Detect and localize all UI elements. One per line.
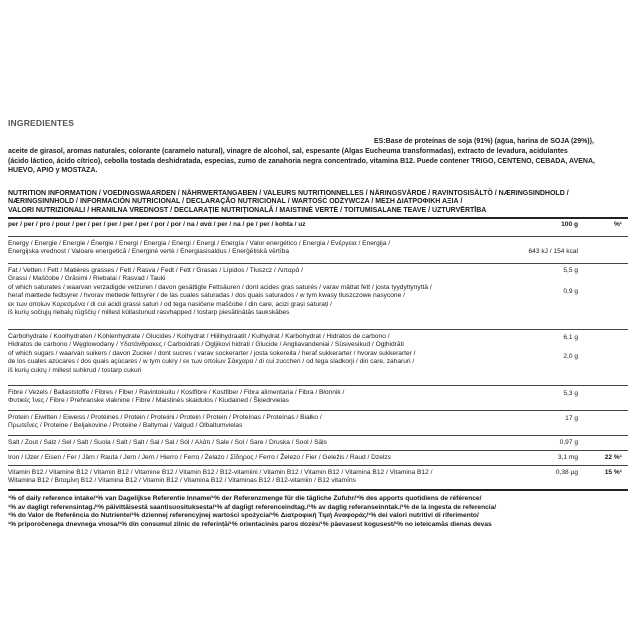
ingredients-line1b: Base de proteínas de soja (91%) (agua, harina de SOJA (29%)),	[385, 138, 594, 145]
fat-value: 5,5 g	[563, 267, 578, 274]
divider	[8, 236, 628, 237]
ingredients-line2: (ácido láctico, ácido cítrico), cebolla tostada deshidratada, especias, zumo de zanahoria negra concentrado, vitamina B12. Puede contener TRIGO, CENTENO, CEBADA, AVENA,	[8, 157, 595, 165]
carb-value: 6,1 g	[563, 334, 578, 341]
divider	[8, 450, 628, 451]
per-row-label: per / per / pro / pour / per / per / per / per / per / por / por / na / ανά / per / na / pe / per / kohta / uz	[8, 221, 306, 228]
per-row-pct: %¹	[613, 221, 622, 228]
per-row-value: 100 g	[561, 221, 578, 228]
saturates-line3: εκ των οποίων Κορεσμένα / di cui acidi grassi saturi / od tega nasičene maščobe / din care, acizi grași saturați /	[8, 300, 332, 308]
iron-value: 3,1 mg	[557, 454, 578, 461]
saturates-line1: of which saturates / waarvan verzadigde vetzuren / davon gesättigte Fettsäuren / dont acides gras saturés / varav mättat fett / josta tyydyttynyttä /	[8, 283, 432, 291]
ingredients-text	[8, 137, 632, 176]
carbohydrate-row	[8, 333, 628, 377]
nutrition-heading	[8, 190, 632, 215]
divider	[8, 435, 628, 436]
energy-line2: Energijska vrednost / Valoare energetică / Energinė vertė / Energiasisaldus / Enerģētiskā vērtība	[8, 248, 289, 256]
divider	[8, 217, 628, 219]
footnote-line3: ¹% do Valor de Referência do Nutriente/¹% dziennej referencyjnej wartości spożycia/¹% Διατροφική Τιμή Αναφοράς/¹% dei valori nutritivi di riferimento/	[8, 512, 479, 519]
divider	[8, 489, 628, 491]
ingredients-line3: HUEVO, APIO y MOSTAZA.	[8, 167, 98, 175]
ingredients-line1a: aceite de girasol, aromas naturales, colorante (caramelo natural), vinagre de alcohol, sal, espesante (Algas Eucheuma transformadas), extracto de levadura, acidulantes	[8, 147, 568, 155]
per-row	[8, 221, 628, 230]
b12-line2: Witamina B12 / Βιταμίνη B12 / Vitamina B12 / Vitamin B12 / Vitamina B12 / Vitaminas B12 / B12-vitamiin / B12 vitamīns	[8, 477, 356, 485]
divider	[8, 410, 628, 411]
fat-line2: Grassi / Maščobe / Grăsimi / Riebalai / Rasvad / Tauki	[8, 275, 166, 283]
ingredients-es-prefix: ES:	[374, 138, 386, 145]
divider	[8, 263, 628, 264]
fibre-line1: Fibre / Vezels / Ballaststoffe / Fibres / Fiber / Ravintokuitu / Kostfibre / Kostfiber / Fibra alimentaria / Fibra / Błonnik /	[8, 389, 345, 396]
vitamin-b12-row	[8, 469, 628, 487]
fibre-row	[8, 389, 628, 407]
protein-line2: Πρωτεΐνες / Proteine / Beljakovine / Proteine / Baltymai / Valgud / Olbaltumvielas	[8, 422, 243, 430]
b12-value: 0,38 µg	[555, 469, 578, 476]
energy-line1: Energy / Energie / Energie / Énergie / Energi / Energia / Energi / Energi / Energía / Valor energético / Energia / Ενέργεια / Energija /	[8, 240, 391, 247]
fibre-line2: Φυτικές Ίνες / Fibre / Prehranske vlaknine / Fibre / Maistinės skaidulos / Kiudained / Šķiedrvielas	[8, 397, 289, 405]
sugars-line1: of which sugars / waarvan suikers / davon Zucker / dont sucres / varav sockerarter / josta sokereita / heraf sukkerarter / hvorav sukkerarter /	[8, 349, 416, 357]
divider	[8, 385, 628, 386]
nutrition-heading-line1: NUTRITION INFORMATION / VOEDINGSWAARDEN / NÄHRWERTANGABEN / VALEURS NUTRITIONNELLES / NÄRINGSVÄRDE / RAVINTOSISÄLTÖ / NÆRINGSINDHOLD /	[8, 190, 569, 197]
energy-row	[8, 240, 628, 258]
divider	[8, 465, 628, 466]
iron-row	[8, 454, 628, 463]
sugars-line2: de los cuales azúcares / dos quais açúcares / w tym cukry / εκ των οποίων Σάκχαρα / di cui zuccheri / od tega sladkorji / din care, zaharuri /	[8, 358, 415, 366]
nutrition-heading-line2: NÆRINGSINNHOLD / INFORMACIÓN NUTRICIONAL / DECLARAÇÃO NUTRICIONAL / WARTOŚĆ ODŻYWCZA / ΜΕΣΗ ΔΙΑΤΡΟΦΙΚΗ ΑΞΙΑ /	[8, 198, 463, 206]
footnote-line2: ¹% av dagligt referensintag./¹% päivittäisestä saantisuosituksesta/¹% af dagligt referenceindtag./¹% av daglig referanseinntak./¹% de la ingesta de referencia/	[8, 503, 497, 511]
iron-label: Iron / IJzer / Eisen / Fer / Järn / Rauta / Jern / Jern / Hierro / Ferro / Żelazo / Σίδηρος / Ferro / Železo / Fier / Geležis / Raud / Dzelzs	[8, 454, 391, 461]
nutrition-heading-line3: VALORI NUTRIZIONALI / HRANILNA VREDNOST / DECLARAŢIE NUTRIŢIONALĂ / MAISTINĖ VERTĖ / TOITUMISALANE TEAVE / UZTURVĒRTĪBA	[8, 206, 487, 214]
fat-row	[8, 267, 628, 319]
fat-line1: Fat / Vetten / Fett / Matières grasses / Fett / Rasva / Fedt / Fett / Grasas / Lípidos / Tłuszcz / Λιπαρά /	[8, 267, 303, 274]
saturates-line4: iš kurių sočiųjų riebalų rūgščių / millest küllastunud rasvhapped / tostarp piesātinātās taukskābes	[8, 309, 290, 317]
protein-row	[8, 414, 628, 432]
saturates-value: 0,9 g	[563, 288, 578, 295]
carb-line2: Hidratos de carbono / Węglowodany / Υδατάνθρακες / Carboidrati / Ogljikovi hidrati / Glucide / Angliavandeniai / Süsivesikud / Ogļhidrāti	[8, 341, 404, 349]
fibre-value: 5,3 g	[563, 390, 578, 397]
carb-line1: Carbohydrate / Koolhydraten / Kohlenhydrate / Glucides / Kolhydrat / Hiilihydraatit / Kulhydrat / Karbohydrat / Hidratos de carbono /	[8, 333, 390, 340]
saturates-line2: heraf mættede fedtsyrer / hvorav mettede fettsyrer / de las cuales saturadas / dos quais saturados / w tym kwasy tłuszczowe nasycone /	[8, 292, 405, 300]
b12-line1: Vitamin B12 / Vitamine B12 / Vitamin B12 / Vitamine B12 / Vitamin B12 / B12-vitamiini / Vitamin B12 / Vitamin B12 / Vitamina B12 / Vitamina B12 /	[8, 469, 433, 476]
divider	[8, 329, 628, 330]
ingredients-title: INGREDIENTES	[8, 118, 75, 128]
salt-label: Salt / Zout / Salz / Sel / Salt / Suola / Salt / Salt / Sal / Sal / Sól / Αλάτι / Sale / Sol / Sare / Druska / Sool / Sāls	[8, 439, 327, 446]
energy-value: 643 kJ / 154 kcal	[528, 248, 578, 256]
sugars-value: 2,0 g	[563, 353, 578, 360]
protein-value: 17 g	[565, 415, 578, 422]
b12-pct: 15 %¹	[604, 469, 622, 476]
iron-pct: 22 %¹	[604, 454, 622, 461]
protein-line1: Protein / Eiwitten / Eiweiss / Protéines / Protein / Proteiini / Protein / Protein / Proteínas / Proteínas / Białko /	[8, 414, 322, 421]
footnote-line4: ¹% priporočenega dnevnega vnosa/¹% din consumul zilnic de referință/¹% orientacinės paros dozės/¹% päevasest kogusest/¹% no ieteicamās dienas devas	[8, 520, 492, 528]
salt-row	[8, 439, 628, 448]
footnote-line1: ¹% of daily reference intake/¹% van Dagelijkse Referentie Inname/¹% der Referenzmenge für die tägliche Zufuhr/¹% des apports quotidiens de référence/	[8, 495, 482, 502]
footnote	[8, 495, 632, 529]
salt-value: 0,97 g	[559, 439, 578, 446]
sugars-line3: iš kurių cukrų / millest suhkrud / tostarp cukuri	[8, 366, 142, 374]
